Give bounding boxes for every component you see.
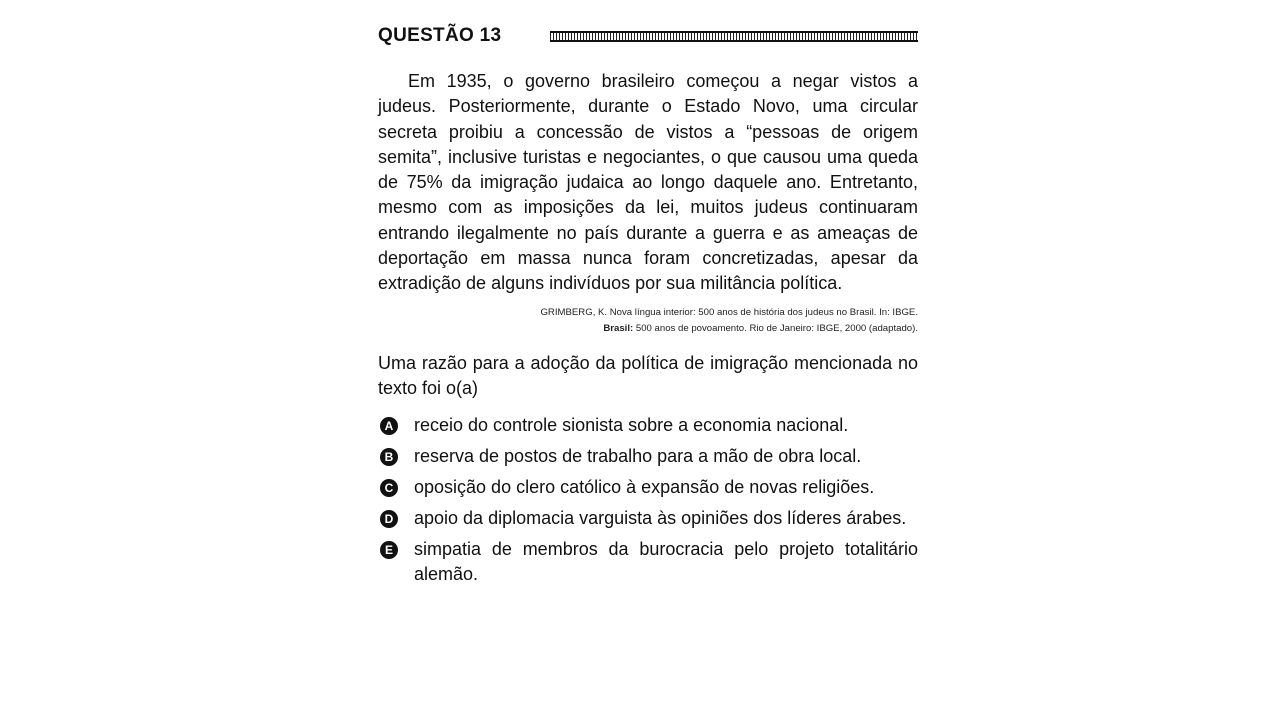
option-a[interactable] xyxy=(378,413,918,438)
option-e-letter-icon: E xyxy=(380,541,398,559)
question-passage: Em 1935, o governo brasileiro começou a negar vistos a judeus. Posteriormente, durante o Estado Novo, uma circular secreta proibiu a concessão de vistos a “pessoas de origem semita”, inclusive turistas e negociantes, o que causou uma queda de 75% da imigração judaica ao longo daquele ano. Entretanto, mesmo com as imposições da lei, muitos judeus continuaram entrando ilegalmente no país durante a guerra e as ameaças de deportação em massa nunca foram concretizadas, apesar da extradição de alguns indivíduos por sua militância política. xyxy=(378,71,918,294)
option-c[interactable] xyxy=(378,475,918,500)
option-d[interactable] xyxy=(378,506,918,531)
option-d-letter-icon: D xyxy=(380,510,398,528)
option-a-letter-icon: A xyxy=(380,417,398,435)
citation-line-2 xyxy=(378,321,918,337)
question-card xyxy=(378,22,918,593)
source-citation xyxy=(378,305,918,337)
question-title: QUESTÃO 13 xyxy=(378,25,502,46)
header-rule xyxy=(550,31,918,42)
option-a-text: receio do controle sionista sobre a economia nacional. xyxy=(414,414,849,435)
option-b-text: reserva de postos de trabalho para a mão de obra local. xyxy=(414,445,862,466)
question-stem: Uma razão para a adoção da política de imigração mencionada no texto foi o(a) xyxy=(378,352,918,398)
option-d-text: apoio da diplomacia varguista às opiniões dos líderes árabes. xyxy=(414,507,907,528)
answer-options xyxy=(378,413,918,587)
option-c-text: oposição do clero católico à expansão de novas religiões. xyxy=(414,476,875,497)
option-b-letter-icon: B xyxy=(380,448,398,466)
citation-details: 500 anos de povoamento. Rio de Janeiro: IBGE, 2000 (adaptado). xyxy=(633,322,918,334)
citation-book-title: Brasil: xyxy=(603,322,634,334)
option-e-text: simpatia de membros da burocracia pelo projeto totalitário alemão. xyxy=(414,538,918,584)
citation-line-1: GRIMBERG, K. Nova língua interior: 500 anos de história dos judeus no Brasil. In: IBGE. xyxy=(540,306,918,318)
option-e[interactable] xyxy=(378,537,918,587)
option-b[interactable] xyxy=(378,444,918,469)
option-c-letter-icon: C xyxy=(380,479,398,497)
question-header xyxy=(378,22,918,56)
